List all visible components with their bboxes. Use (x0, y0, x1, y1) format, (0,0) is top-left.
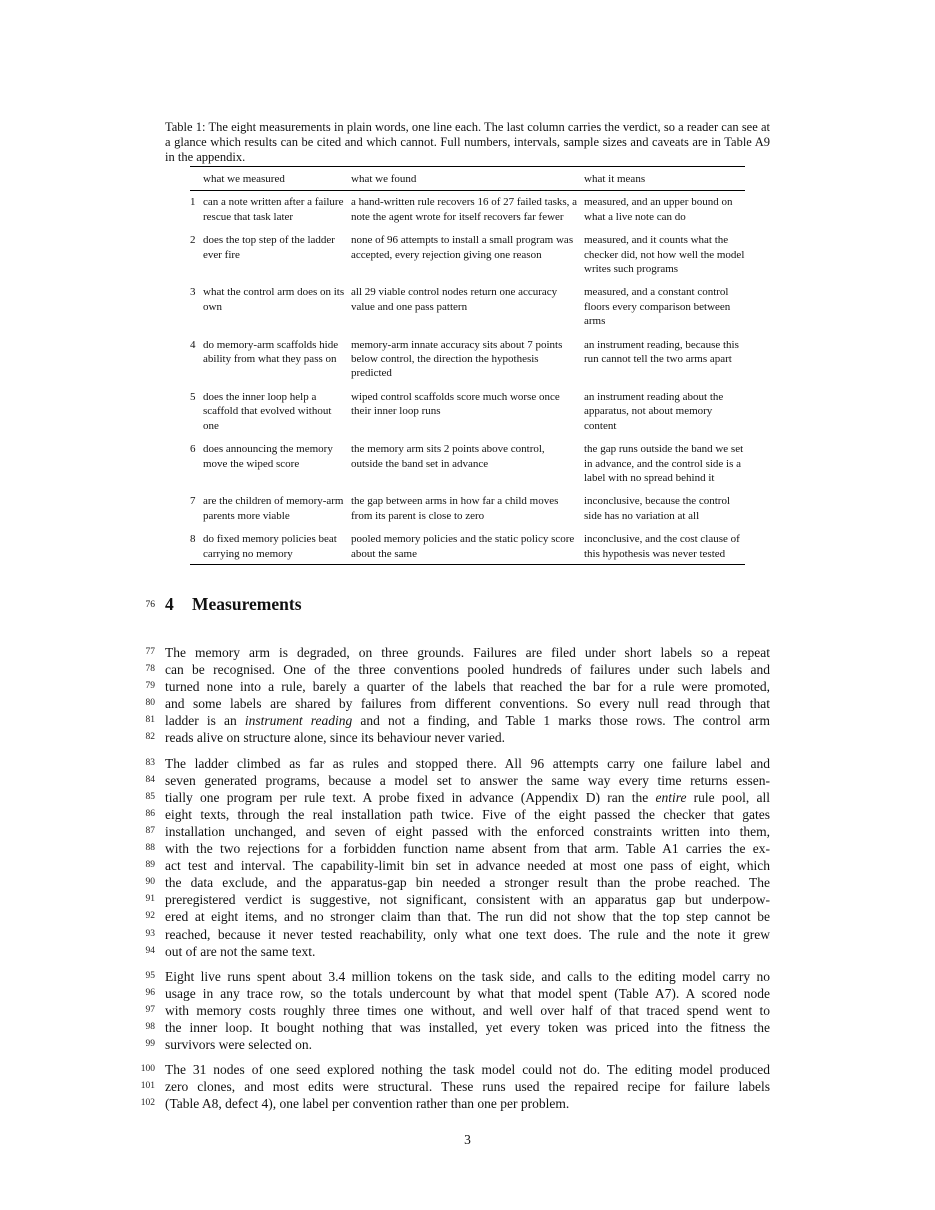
line-text: survivors were selected on. (165, 1037, 312, 1053)
text-line (145, 1002, 770, 1019)
line-number: 101 (140, 1081, 155, 1092)
line-number: 87 (145, 825, 155, 836)
text-segment: ladder is an (165, 713, 245, 729)
line-number: 95 (145, 970, 155, 981)
cell-means: measured, and a constant control floors every comparison between arms (584, 286, 731, 328)
line-number: 76 (145, 600, 155, 610)
table-row (190, 438, 745, 490)
text-line (145, 823, 770, 840)
paragraph (140, 1061, 770, 1112)
text-line (145, 1036, 770, 1053)
row-number: 6 (190, 443, 196, 456)
cell-found: the memory arm sits 2 points above control, outside the band set in advance (351, 443, 545, 470)
text-line (145, 755, 770, 772)
row-number: 5 (190, 390, 196, 403)
line-number: 99 (145, 1039, 155, 1050)
cell-measured: what the control arm does on its own (203, 286, 345, 313)
line-text: with the two rejections for a forbidden function name absent from that arm. Table A1 carries the ex- (165, 841, 770, 857)
text-line (145, 891, 770, 908)
line-text: seven generated programs, because a model set to answer the same way every time returns essen- (165, 772, 770, 788)
cell-measured: do fixed memory policies beat carrying no memory (203, 528, 351, 564)
header-found: what we found (351, 167, 584, 191)
row-number: 3 (190, 286, 196, 299)
line-text: turned none into a rule, barely a quarter of the labels that reached the bar for a rule were promoted, (165, 679, 770, 695)
cell-means: the gap runs outside the band we set in advance, and the control side is a label with no spread behind it (584, 443, 744, 484)
text-line (145, 772, 770, 789)
cell-means: inconclusive, and the cost clause of this hypothesis was never tested (584, 528, 745, 564)
section-title: Measurements (192, 594, 302, 614)
body-text (140, 644, 771, 1120)
row-number: 4 (190, 338, 196, 351)
line-number: 80 (145, 698, 155, 709)
table-row (190, 281, 745, 333)
line-text: reads alive on structure alone, since its behaviour never varied. (165, 730, 505, 746)
line-number: 94 (145, 945, 155, 956)
text-line (145, 908, 770, 925)
line-number: 91 (145, 894, 155, 905)
line-number: 81 (145, 715, 155, 726)
table-row (190, 386, 745, 438)
line-text: The ladder climbed as far as rules and stopped there. All 96 attempts carry one failure label and (165, 755, 770, 771)
table-row (190, 334, 745, 386)
row-number: 7 (190, 495, 196, 508)
line-text: reached, because it never tested reachability, only what one text does. The rule and the note it grew (165, 926, 770, 942)
text-line (145, 712, 771, 729)
line-text: (Table A8, defect 4), one label per convention rather than one per problem. (165, 1096, 570, 1112)
text-line (140, 1078, 770, 1095)
line-number: 84 (145, 774, 155, 785)
line-number: 102 (140, 1098, 155, 1109)
line-text: can be recognised. One of the three conventions pooled hundreds of failures under such labels and (165, 662, 770, 678)
cell-found: the gap between arms in how far a child moves from its parent is close to zero (351, 495, 559, 522)
text-line (145, 968, 770, 985)
line-text: installation unchanged, and seven of eight passed with the enforced constraints written into them, (165, 823, 770, 839)
cell-measured: does announcing the memory move the wiped score (203, 443, 333, 470)
text-line (145, 857, 770, 874)
line-number: 83 (145, 757, 155, 768)
text-line (145, 789, 771, 806)
line-text: preregistered verdict is suggestive, not significant, consistent with an apparatus gap but underpow- (165, 892, 770, 908)
line-number: 89 (145, 860, 155, 871)
text-segment: and not a finding, and Table 1 marks those rows. The control arm (352, 713, 771, 729)
text-line (140, 1061, 770, 1078)
line-number: 82 (145, 732, 155, 743)
row-number: 1 (190, 196, 196, 209)
paragraph (145, 755, 771, 960)
emphasis: instrument reading (244, 713, 353, 729)
cell-found: memory-arm innate accuracy sits about 7 points below control, the direction the hypothesis predicted (351, 338, 563, 380)
table-row (190, 490, 745, 528)
cell-found: wiped control scaffolds score much worse once their inner loop runs (351, 390, 560, 418)
cell-found: all 29 viable control nodes return one accuracy value and one pass pattern (351, 286, 558, 313)
cell-measured: do memory-arm scaffolds hide ability from what they pass on (203, 338, 339, 366)
header-means: what it means (584, 167, 745, 191)
text-line (145, 926, 770, 943)
line-text: the inner loop. It bought nothing that was installed, yet every token was priced into the fitness the (165, 1019, 770, 1035)
emphasis: entire (655, 789, 687, 805)
line-number: 100 (140, 1064, 155, 1075)
section-heading (165, 594, 302, 615)
line-text: zero clones, and most edits were structural. These runs used the repaired recipe for failure labels (165, 1079, 770, 1095)
text-segment: rule pool, all (686, 789, 771, 805)
line-number: 79 (145, 681, 155, 692)
line-text: Eight live runs spent about 3.4 million tokens on the task side, and calls to the editing model carry no (165, 968, 770, 984)
section-number: 4 (165, 594, 174, 614)
table-header-row (190, 167, 745, 191)
line-number: 93 (145, 928, 155, 939)
text-line (145, 985, 770, 1002)
text-line (145, 729, 770, 746)
line-number: 90 (145, 877, 155, 888)
measurements-table (190, 166, 745, 565)
text-line (145, 874, 770, 891)
header-measured: what we measured (203, 167, 351, 191)
line-text: eight texts, through the real installation path twice. Five of the eight passed the checker that gates (165, 806, 770, 822)
cell-measured: can a note written after a failure rescue that task later (203, 196, 344, 223)
line-number: 85 (145, 791, 155, 802)
line-text: with memory costs roughly three times one without, and well over half of that traced spend went to (165, 1002, 770, 1018)
cell-means: an instrument reading, because this run cannot tell the two arms apart (584, 338, 739, 366)
line-text: the data exclude, and the apparatus-gap bin needed a stronger result than the probe reached. The (165, 875, 770, 891)
text-line (140, 1095, 770, 1112)
paragraph (145, 644, 771, 747)
text-segment: tially one program per rule text. A probe fixed in advance (Appendix D) ran the (165, 789, 656, 805)
cell-measured: does the inner loop help a scaffold that evolved without one (203, 390, 332, 432)
header-index (190, 167, 203, 191)
cell-measured: does the top step of the ladder ever fire (203, 234, 335, 261)
table-row (190, 229, 745, 281)
line-text: act test and interval. The capability-limit bin set in advance needed at most one pass of eight, which (165, 858, 770, 874)
text-line (145, 661, 770, 678)
text-line (145, 644, 770, 661)
text-line (145, 1019, 770, 1036)
cell-found: pooled memory policies and the static policy score about the same (351, 528, 584, 564)
text-line (145, 695, 770, 712)
line-text: usage in any trace row, so the totals undercount by what that model spent (Table A7). A scored node (165, 985, 770, 1001)
cell-found: a hand-written rule recovers 16 of 27 failed tasks, a note the agent wrote for itself recovers far fewer (351, 196, 578, 223)
cell-means: measured, and it counts what the checker did, not how well the model writes such programs (584, 234, 745, 276)
cell-measured: are the children of memory-arm parents more viable (203, 495, 344, 522)
line-text: out of are not the same text. (165, 943, 316, 959)
cell-found: none of 96 attempts to install a small program was accepted, every rejection giving one reason (351, 234, 574, 261)
text-line (145, 840, 770, 857)
line-text (165, 712, 770, 729)
line-number: 96 (145, 987, 155, 998)
row-number: 8 (190, 528, 203, 564)
line-text: The 31 nodes of one seed explored nothing the task model could not do. The editing model produced (165, 1062, 770, 1078)
line-text: ered at eight items, and no stronger claim than that. The run did not show that the top step cannot be (165, 909, 770, 925)
table-row (190, 191, 745, 229)
cell-means: an instrument reading about the apparatus, not about memory content (584, 390, 724, 432)
row-number: 2 (190, 234, 196, 247)
line-number: 77 (145, 647, 155, 657)
paragraph (145, 968, 770, 1053)
line-number: 88 (145, 843, 155, 854)
line-text: and some labels are shared by failures from different conventions. So every null read through that (165, 696, 770, 712)
text-line (145, 943, 770, 960)
table-caption: Table 1: The eight measurements in plain words, one line each. The last column carries the verdict, so a reader can see at a glance which results can be cited and which cannot. Full numbers, intervals, sample sizes and caveats are in Table A9 in the appendix. (165, 120, 770, 164)
text-line (145, 806, 770, 823)
line-text (165, 789, 770, 806)
line-number: 97 (145, 1004, 155, 1015)
line-number: 78 (145, 664, 155, 675)
cell-means: measured, and an upper bound on what a live note can do (584, 196, 733, 223)
line-text: The memory arm is degraded, on three grounds. Failures are filed under short labels so a repeat (165, 645, 770, 660)
table-row (190, 528, 745, 564)
line-number: 92 (145, 911, 155, 922)
line-number: 98 (145, 1021, 155, 1032)
text-line (145, 678, 770, 695)
line-number: 86 (145, 808, 155, 819)
page-number: 3 (464, 1132, 471, 1147)
cell-means: inconclusive, because the control side has no variation at all (584, 495, 731, 522)
